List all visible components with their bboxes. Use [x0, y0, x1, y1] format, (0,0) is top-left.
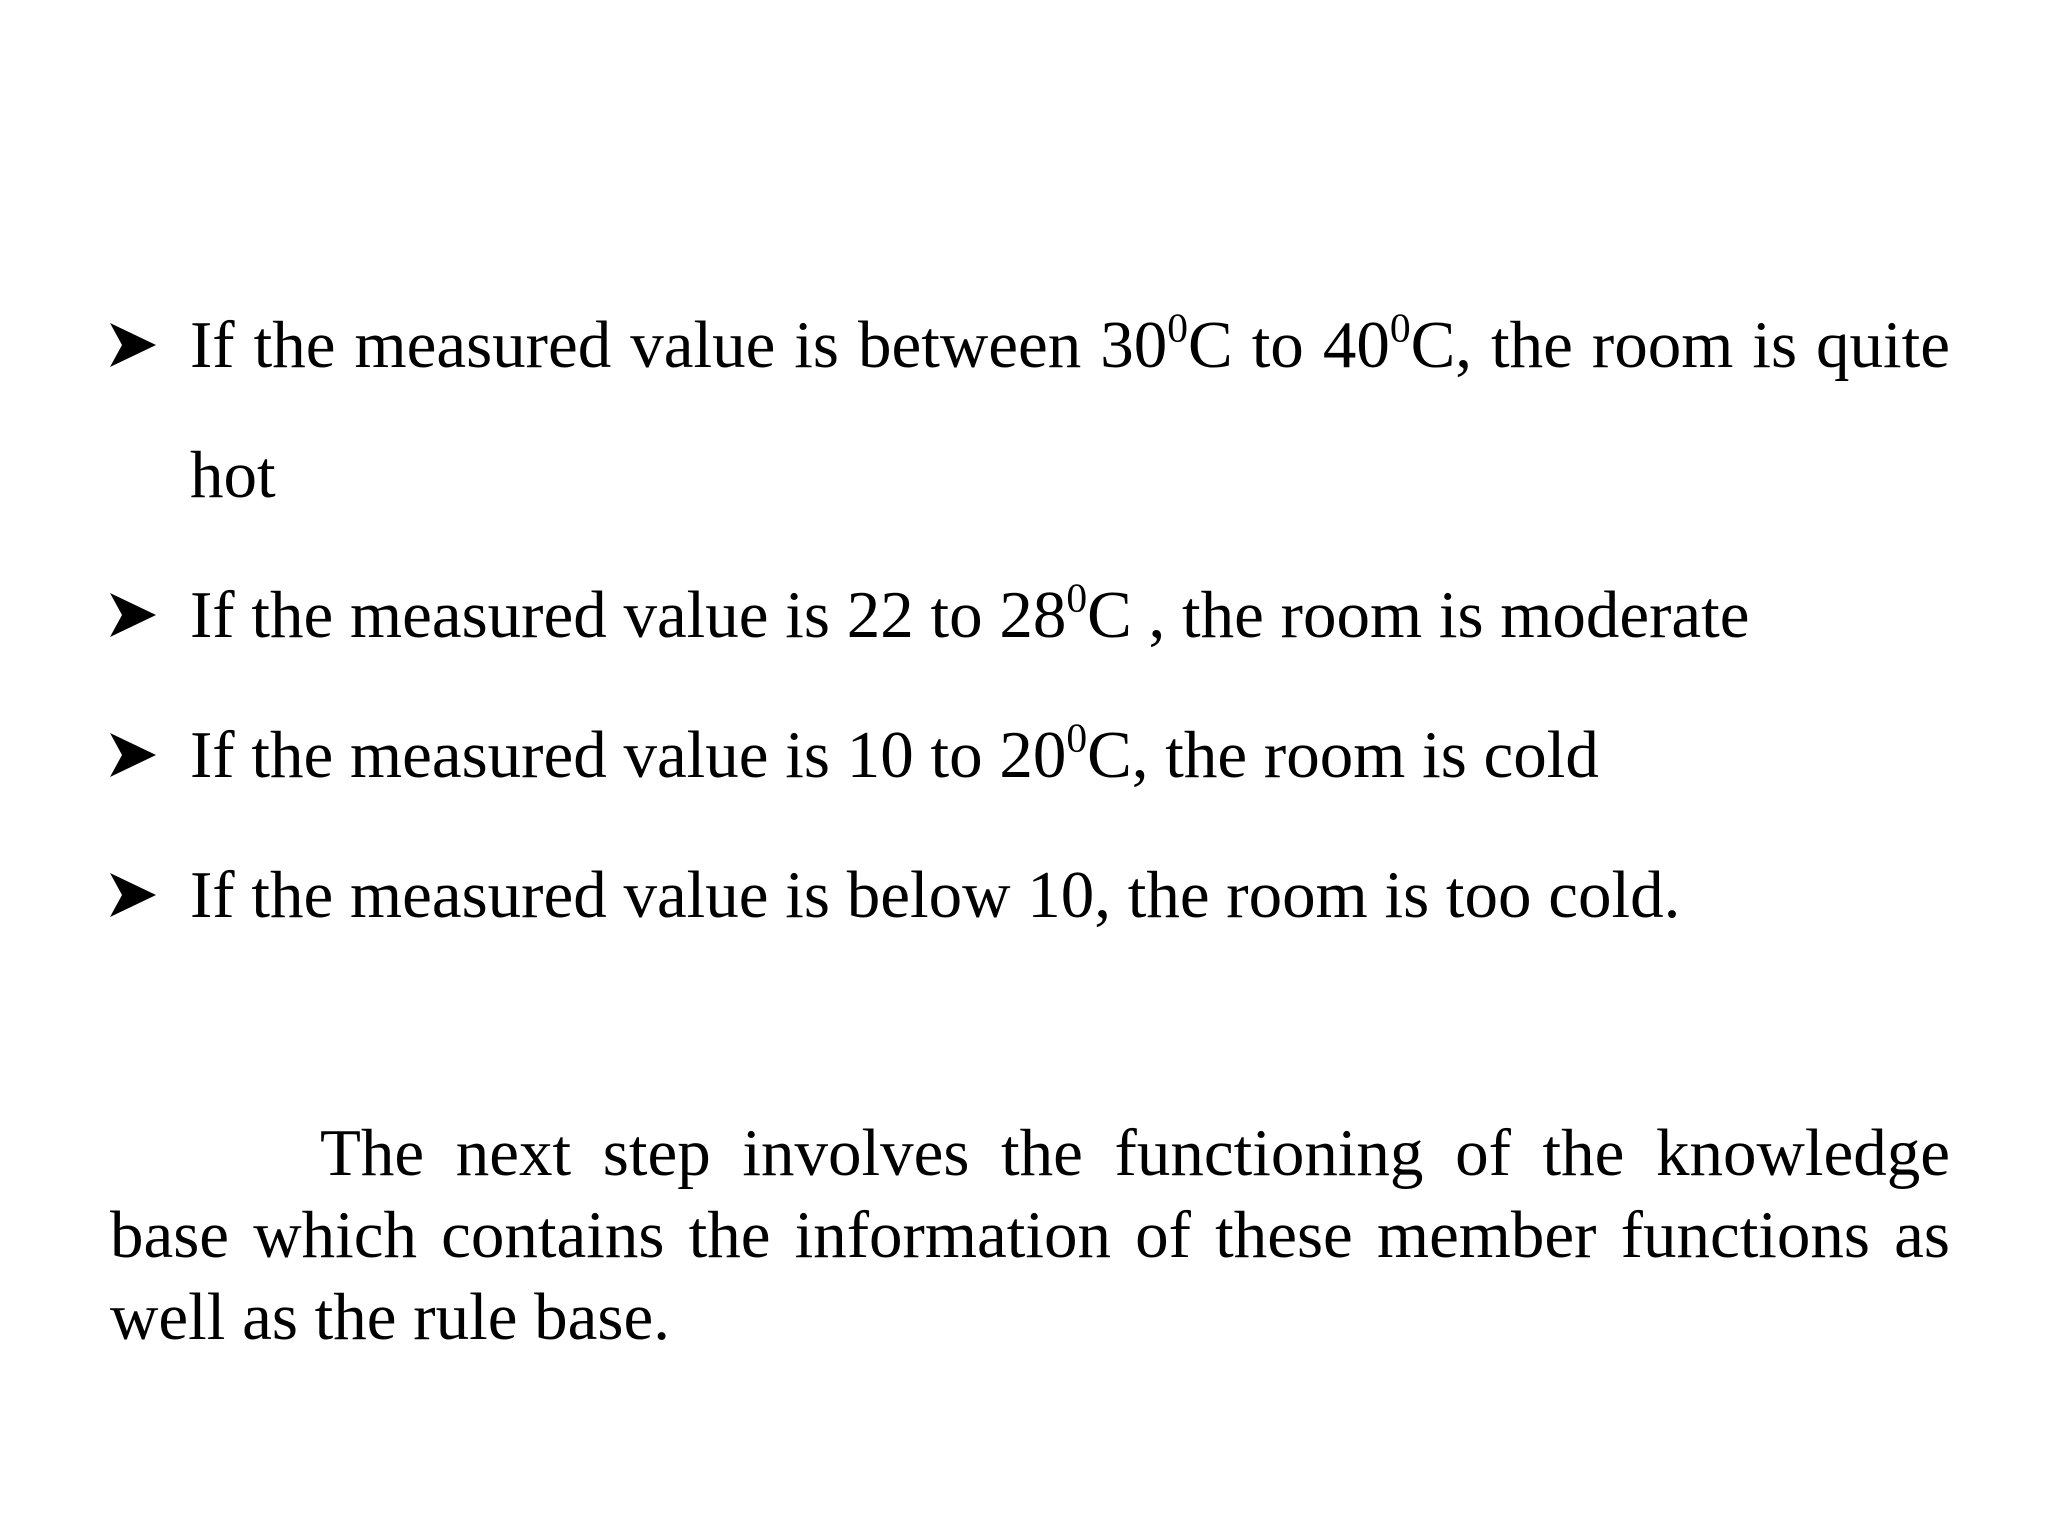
- degree-superscript: 0: [1389, 304, 1411, 351]
- bullet-list: [110, 280, 1950, 960]
- bullet-text-part: If the measured value is 10 to 20: [190, 718, 1067, 792]
- bullet-item-quite-hot: [110, 280, 1950, 540]
- bullet-text-part: C, the room is cold: [1087, 718, 1599, 792]
- bullet-text-part: If the measured value is 22 to 28: [190, 578, 1067, 652]
- bullet-item-too-cold: [110, 830, 1950, 960]
- bullet-text-part: C to 40: [1188, 308, 1390, 382]
- bullet-text-part: C , the room is moderate: [1087, 578, 1750, 652]
- bullet-text: If the measured value is below 10, the room is too cold.: [190, 858, 1681, 932]
- bullet-text-part: C, the room is quite hot: [190, 308, 1950, 512]
- bullet-text-part: If the measured value is between 30: [190, 308, 1168, 382]
- degree-superscript: 0: [1167, 304, 1188, 351]
- arrowhead-bullet-icon: [110, 593, 156, 637]
- body-paragraph: The next step involves the functioning of the knowledge base which contains the information of these member functions as well as the rule base.: [110, 1116, 1950, 1354]
- degree-superscript: 0: [1066, 714, 1088, 761]
- degree-superscript: 0: [1066, 574, 1088, 621]
- arrowhead-bullet-icon: [110, 733, 156, 777]
- bullet-item-cold: [110, 690, 1950, 820]
- arrowhead-bullet-icon: [110, 873, 156, 917]
- arrowhead-bullet-icon: [110, 323, 156, 367]
- bullet-item-moderate: [110, 550, 1950, 680]
